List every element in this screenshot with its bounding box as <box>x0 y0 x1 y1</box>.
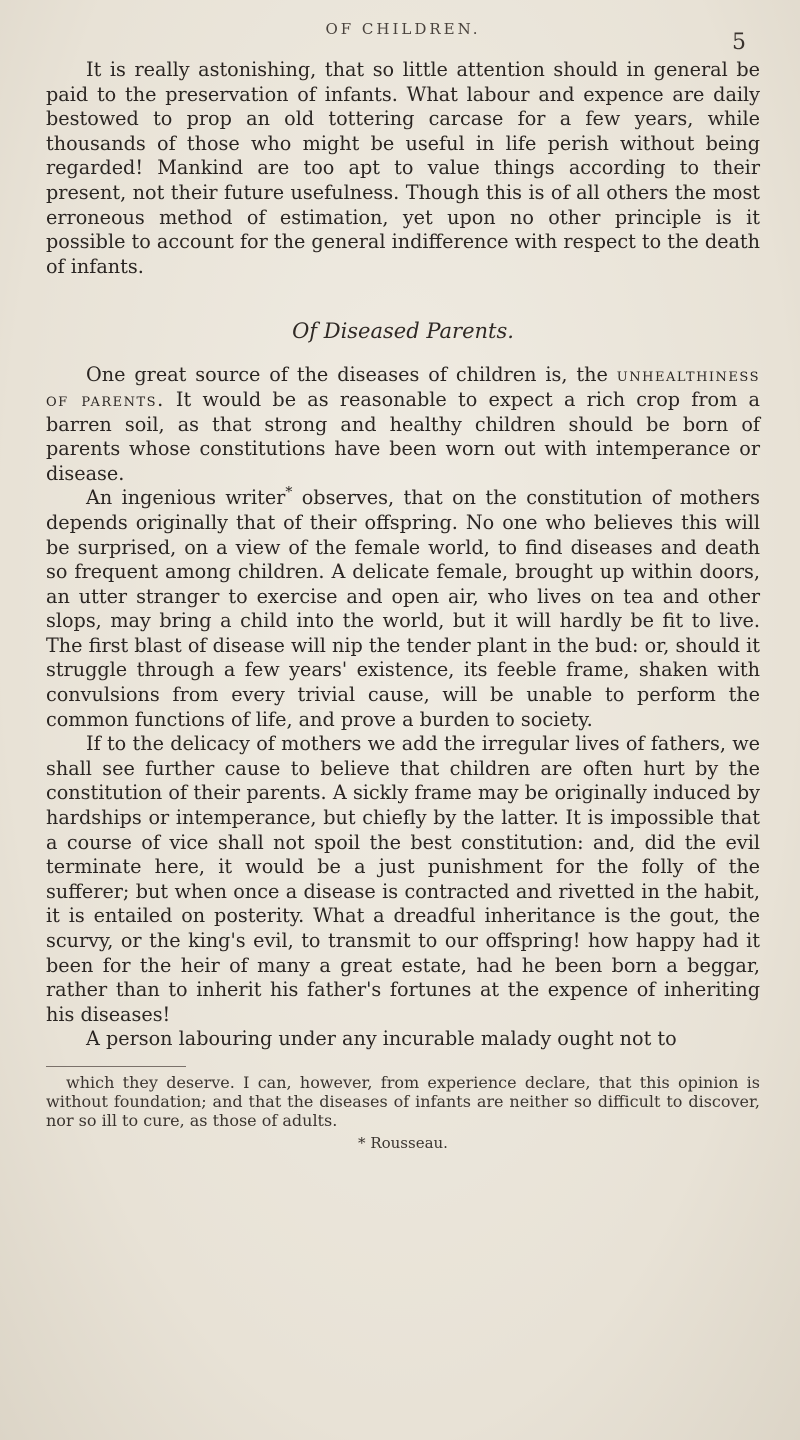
paragraph-delicate-mothers <box>46 486 760 732</box>
footnote-marker: * <box>285 484 293 501</box>
para2-rest: observes, that on the constitution of mothers depends originally that of their offspring. No one who believes this will be surprised, on a view of the female world, to find diseases and death so frequent among children. A delicate female, brought up within doors, an utter stranger to exercise and open air, who lives on tea and other slops, may bring a child into the world, but it will hardly be fit to live. The first blast of disease will nip the tender plant in the bud: or, should it struggle through a few years' existence, its feeble frame, shaken with convulsions from every trivial cause, will be unable to perform the common functions of life, and prove a burden to society. <box>46 486 760 731</box>
footnote-reference <box>46 1134 760 1152</box>
footnote-ref-marker: * <box>358 1133 366 1152</box>
running-head <box>46 14 760 58</box>
paragraph-unhealthy-parents <box>46 363 760 486</box>
footnote-ref-author: Rousseau. <box>370 1133 448 1152</box>
running-title: OF CHILDREN. <box>325 20 481 38</box>
paragraph-infant-neglect: It is really astonishing, that so little attention should in general be paid to the preservation of infants. What labour and expence are daily bestowed to prop an old tottering carcase for a few years, while thousands of those who might be useful in life perish without being regarded! Mankind are too apt to value things according to their present, not their future usefulness. Though this is of all others the most erroneous method of estimation, yet upon no other principle is it possible to account for the general indifference with respect to the death of infants. <box>46 58 760 278</box>
section-heading: Of Diseased Parents. <box>292 319 514 344</box>
para1-rest: It would be as reasonable to expect a rich crop from a barren soil, as that strong and healthy children should be born of parents whose constitutions have been worn out with intemperance or disease. <box>46 387 760 485</box>
paragraph-irregular-fathers: If to the delicacy of mothers we add the irregular lives of fathers, we shall see further cause to believe that children are often hurt by the constitution of their parents. A sickly frame may be originally induced by hardships or intemperance, but chiefly by the latter. It is impossible that a course of vice shall not spoil the best constitution: and, did the evil terminate here, it would be a just punishment for the folly of the sufferer; but when once a disease is contracted and rivetted in the habit, it is entailed on posterity. What a dreadful inheritance is the gout, the scurvy, or the king's evil, to transmit to our offspring! how happy had it been for the heir of many a great estate, had he been born a beggar, rather than to inherit his father's fortunes at the expence of inheriting his diseases! <box>46 732 760 1026</box>
page-number: 5 <box>732 30 746 55</box>
paragraph-incurable-malady: A person labouring under any incurable malady ought not to <box>86 1027 677 1051</box>
para1-lead: One great source of the diseases of children is, the <box>86 363 617 387</box>
para2-lead: An ingenious writer <box>86 486 286 510</box>
footnote-text: which they deserve. I can, however, from experience declare, that this opinion is without foundation; and that the diseases of infants are neither so difficult to discover, nor so ill to cure, as those of adults. <box>46 1072 760 1130</box>
footnote-divider <box>46 1066 186 1067</box>
para1-small-caps: unhealthiness of parents. <box>46 363 760 411</box>
